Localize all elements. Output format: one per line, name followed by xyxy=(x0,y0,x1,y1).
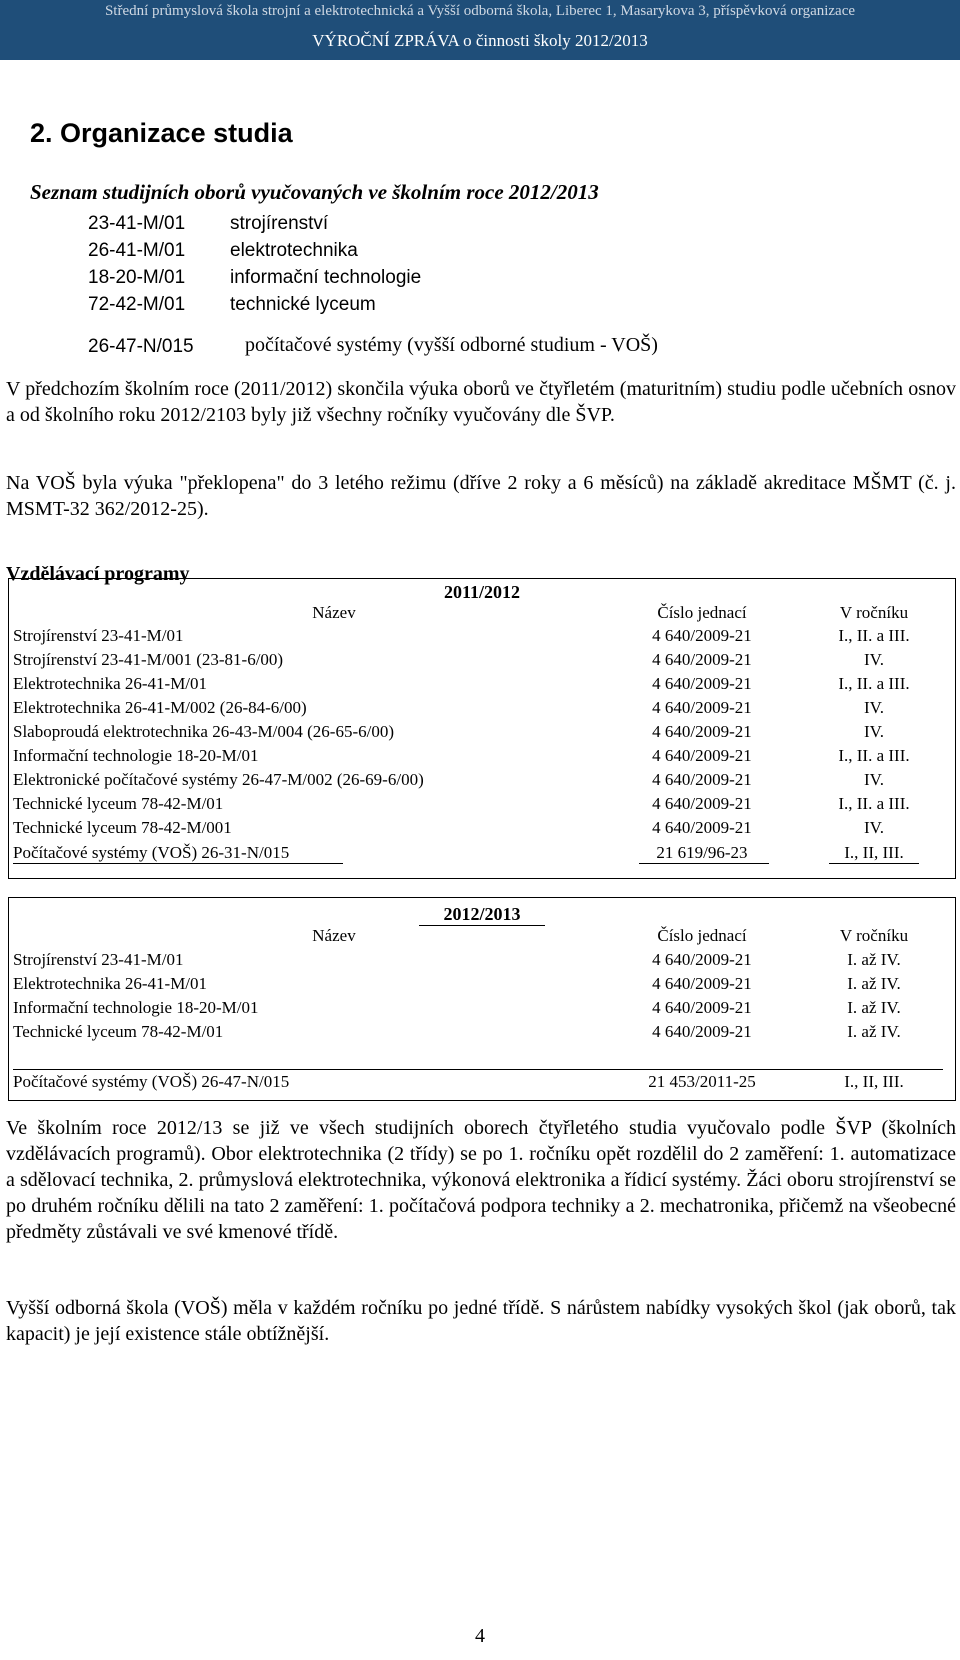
table-header-row xyxy=(9,924,955,948)
table-2012-2013 xyxy=(8,897,956,1101)
ref-cell: 4 640/2009-21 xyxy=(652,746,752,765)
program-name: elektrotechnika xyxy=(230,240,358,261)
paragraph-vos-outlook: Vyšší odborná škola (VOŠ) měla v každém ročníku po jedné třídě. S nárůstem nabídky vysokých škol (jak oborů, tak kapacit) je její existence stále obtížnější. xyxy=(6,1297,956,1345)
grade-cell: IV. xyxy=(864,722,884,741)
grade-cell: I., II, III. xyxy=(844,1072,904,1091)
program-cell: Počítačové systémy (VOŠ) 26-47-N/015 xyxy=(13,1072,290,1091)
table-row xyxy=(9,720,955,744)
ref-cell: 21 619/96-23 xyxy=(656,843,748,862)
ref-cell: 4 640/2009-21 xyxy=(652,1022,752,1041)
program-cell: Technické lyceum 78-42-M/01 xyxy=(13,794,224,813)
table-row xyxy=(9,624,955,648)
header-report-title: VÝROČNÍ ZPRÁVA o činnosti školy 2012/2013 xyxy=(312,31,648,50)
col-name-header: Název xyxy=(312,926,356,945)
program-cell: Technické lyceum 78-42-M/001 xyxy=(13,818,232,837)
vos-program-name: počítačové systémy (vyšší odborné studium - VOŠ) xyxy=(245,334,658,356)
paragraph-curriculum: V předchozím školním roce (2011/2012) skončila výuka oborů ve čtyřletém (maturitním) studiu podle učebních osnov a od školního roku 2012/2103 byly již všechny ročníky vyučovány dle ŠVP. xyxy=(6,378,956,426)
col-name-header: Název xyxy=(312,603,356,622)
ref-cell: 4 640/2009-21 xyxy=(652,998,752,1017)
grade-cell: IV. xyxy=(864,698,884,717)
grade-cell: I., II. a III. xyxy=(838,626,910,645)
col-ref-header: Číslo jednací xyxy=(657,926,747,945)
grade-cell: I. až IV. xyxy=(847,998,901,1017)
grade-cell: I. až IV. xyxy=(847,1022,901,1041)
grade-cell: IV. xyxy=(864,818,884,837)
row-underline xyxy=(13,863,343,864)
program-code: 18-20-M/01 xyxy=(88,267,186,288)
program-name: technické lyceum xyxy=(230,294,376,315)
ref-cell: 4 640/2009-21 xyxy=(652,650,752,669)
table-year: 2012/2013 xyxy=(443,904,521,924)
program-cell: Strojírenství 23-41-M/01 xyxy=(13,626,184,645)
program-cell: Technické lyceum 78-42-M/01 xyxy=(13,1022,224,1041)
program-code: 26-41-M/01 xyxy=(88,240,186,261)
programs-list-heading: Seznam studijních oborů vyučovaných ve školním roce 2012/2013 xyxy=(30,180,599,204)
table-year: 2011/2012 xyxy=(443,582,520,602)
program-cell: Počítačové systémy (VOŠ) 26-31-N/015 xyxy=(13,843,290,862)
ref-cell: 4 640/2009-21 xyxy=(652,770,752,789)
table-row xyxy=(9,996,955,1020)
program-name: informační technologie xyxy=(230,267,422,288)
row-underline xyxy=(639,863,769,864)
program-cell: Elektrotechnika 26-41-M/002 (26-84-6/00) xyxy=(13,698,307,717)
table-row xyxy=(9,1020,955,1044)
table-row xyxy=(9,948,955,972)
ref-cell: 4 640/2009-21 xyxy=(652,698,752,717)
page-number: 4 xyxy=(475,1625,485,1647)
program-code: 23-41-M/01 xyxy=(88,213,186,234)
programs-heading: Vzdělávací programy xyxy=(6,563,190,585)
program-cell: Elektrotechnika 26-41-M/01 xyxy=(13,674,208,693)
table-row xyxy=(9,841,955,865)
paragraph-vos: Na VOŠ byla výuka "překlopena" do 3 letého režimu (dříve 2 roky a 6 měsíců) na základě akreditace MŠMT (č. j. MSMT-32 362/2012-25). xyxy=(6,472,956,520)
grade-cell: I., II. a III. xyxy=(838,746,910,765)
program-cell: Elektronické počítačové systémy 26-47-M/002 (26-69-6/00) xyxy=(13,770,424,789)
grade-cell: I., II. a III. xyxy=(838,794,910,813)
table-row xyxy=(9,696,955,720)
grade-cell: IV. xyxy=(864,770,884,789)
col-grade-header: V ročníku xyxy=(839,926,909,945)
grade-cell: I., II, III. xyxy=(844,843,904,862)
grade-cell: IV. xyxy=(864,650,884,669)
program-cell: Slaboproudá elektrotechnika 26-43-M/004 (26-65-6/00) xyxy=(13,722,394,741)
ref-cell: 21 453/2011-25 xyxy=(648,1072,756,1091)
table-row xyxy=(9,816,955,840)
ref-cell: 4 640/2009-21 xyxy=(652,950,752,969)
program-cell: Strojírenství 23-41-M/001 (23-81-6/00) xyxy=(13,650,284,669)
table-row xyxy=(9,768,955,792)
ref-cell: 4 640/2009-21 xyxy=(652,674,752,693)
report-header xyxy=(0,0,960,60)
ref-cell: 4 640/2009-21 xyxy=(652,818,752,837)
ref-cell: 4 640/2009-21 xyxy=(652,794,752,813)
program-cell: Informační technologie 18-20-M/01 xyxy=(13,998,259,1017)
table-row xyxy=(9,672,955,696)
table-row xyxy=(9,744,955,768)
table-row xyxy=(9,792,955,816)
grade-cell: I. až IV. xyxy=(847,950,901,969)
program-name: strojírenství xyxy=(230,213,329,234)
program-cell: Elektrotechnika 26-41-M/01 xyxy=(13,974,208,993)
grade-cell: I., II. a III. xyxy=(838,674,910,693)
table-row-vos xyxy=(9,1070,955,1094)
table-row xyxy=(9,972,955,996)
program-code: 72-42-M/01 xyxy=(88,294,186,315)
ref-cell: 4 640/2009-21 xyxy=(652,974,752,993)
program-cell: Strojírenství 23-41-M/01 xyxy=(13,950,184,969)
table-row xyxy=(9,648,955,672)
ref-cell: 4 640/2009-21 xyxy=(652,626,752,645)
table-header-row xyxy=(9,601,955,625)
paragraph-svp: Ve školním roce 2012/13 se již ve všech studijních oborech čtyřletého studia vyučovalo podle ŠVP (školních vzdělávacích programů). Obor elektrotechnika (2 třídy) se po 1. ročníku opět rozdělil do 2 zaměření: 1. automatizace a sdělovací technika, 2. průmyslová elektrotechnika, výkonová elektronika a řídicí systémy. Žáci oboru strojírenství se po druhém ročníku dělili na tato 2 zaměření: 1. počítačová podpora techniky a 2. mechatronika, přičemž na všeobecné předměty zůstávali ve své kmenové třídě. xyxy=(6,1117,956,1243)
ref-cell: 4 640/2009-21 xyxy=(652,722,752,741)
row-underline xyxy=(829,863,919,864)
col-ref-header: Číslo jednací xyxy=(657,603,747,622)
col-grade-header: V ročníku xyxy=(839,603,909,622)
program-cell: Informační technologie 18-20-M/01 xyxy=(13,746,259,765)
header-school-name: Střední průmyslová škola strojní a elektrotechnická a Vyšší odborná škola, Liberec 1, Masarykova 3, příspěvková organizace xyxy=(104,3,856,19)
grade-cell: I. až IV. xyxy=(847,974,901,993)
table-2011-2012 xyxy=(8,578,956,879)
section-title: 2. Organizace studia xyxy=(30,118,293,148)
vos-program-code: 26-47-N/015 xyxy=(88,336,194,357)
